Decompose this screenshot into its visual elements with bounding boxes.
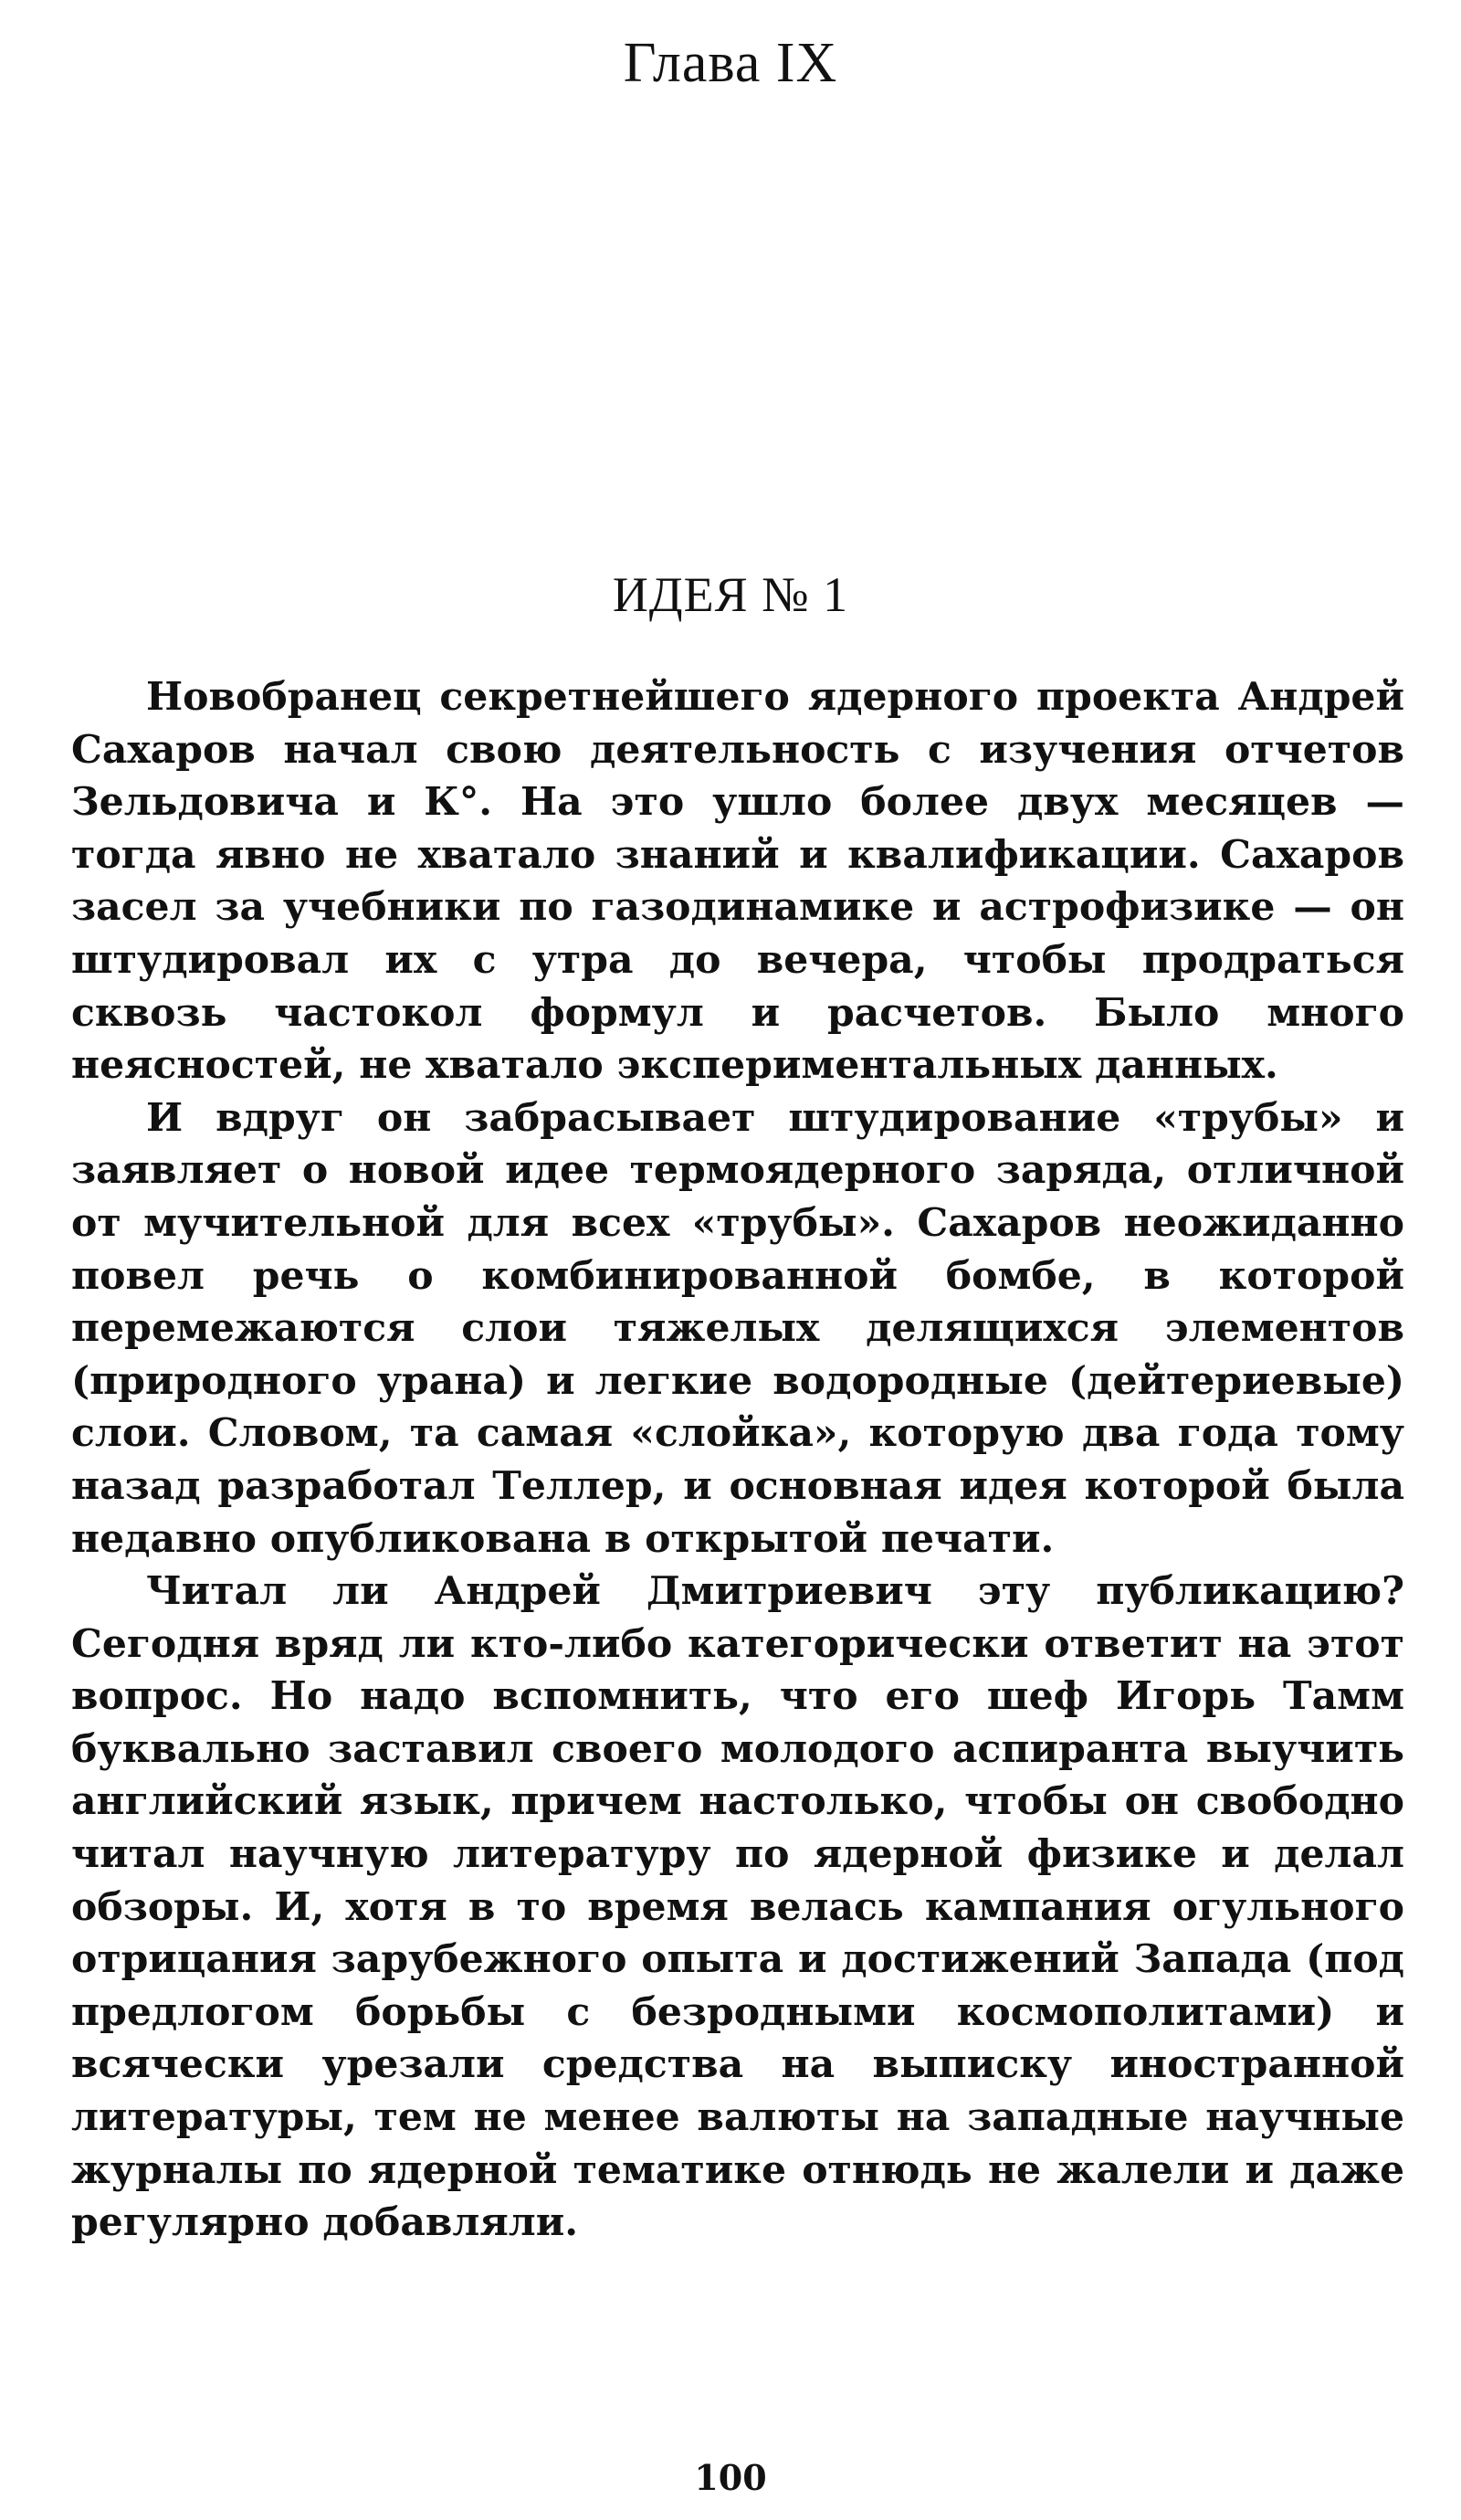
- body-text: [71, 671, 1404, 2250]
- page-number: 100: [694, 2457, 767, 2498]
- paragraph: И вдруг он забрасывает штудирование «трубы» и заявляет о новой идее термоядерного заряда, отличной от мучительной для всех «трубы». Сахаров неожиданно повел речь о комбинированной бомбе, в которой перемежаются слои тяжелых делящихся элементов (природного урана) и легкие водородные (дейтериевые) слои. Словом, та самая «слойка», которую два года тому назад разработал Теллер, и основная идея которой была недавно опубликована в открытой печати.: [71, 1094, 1404, 1562]
- chapter-title: Глава IX: [623, 32, 838, 94]
- section-title: ИДЕЯ № 1: [612, 567, 849, 622]
- paragraph: Читал ли Андрей Дмитриевич эту публикацию? Сегодня вряд ли кто-либо категорически ответит на этот вопрос. Но надо вспомнить, что его шеф Игорь Тамм буквально заставил своего молодого аспиранта выучить английский язык, причем настолько, чтобы он свободно читал научную литературу по ядерной физике и делал обзоры. И, хотя в то время велась кампания огульного отрицания зарубежного опыта и достижений Запада (под предлогом борьбы с безродными космополитами) и всячески урезали средства на выписку иностранной литературы, тем не менее валюты на западные научные журналы по ядерной тематике отнюдь не жалели и даже регулярно добавляли.: [71, 1568, 1404, 2246]
- paragraph: Новобранец секретнейшего ядерного проекта Андрей Сахаров начал свою деятельность с изучения отчетов Зельдовича и К°. На это ушло более двух месяцев — тогда явно не хватало знаний и квалификации. Сахаров засел за учебники по газодинамике и астрофизике — он штудировал их с утра до вечера, чтобы продраться сквозь частокол формул и расчетов. Было много неясностей, не хватало экспериментальных данных.: [71, 674, 1404, 1089]
